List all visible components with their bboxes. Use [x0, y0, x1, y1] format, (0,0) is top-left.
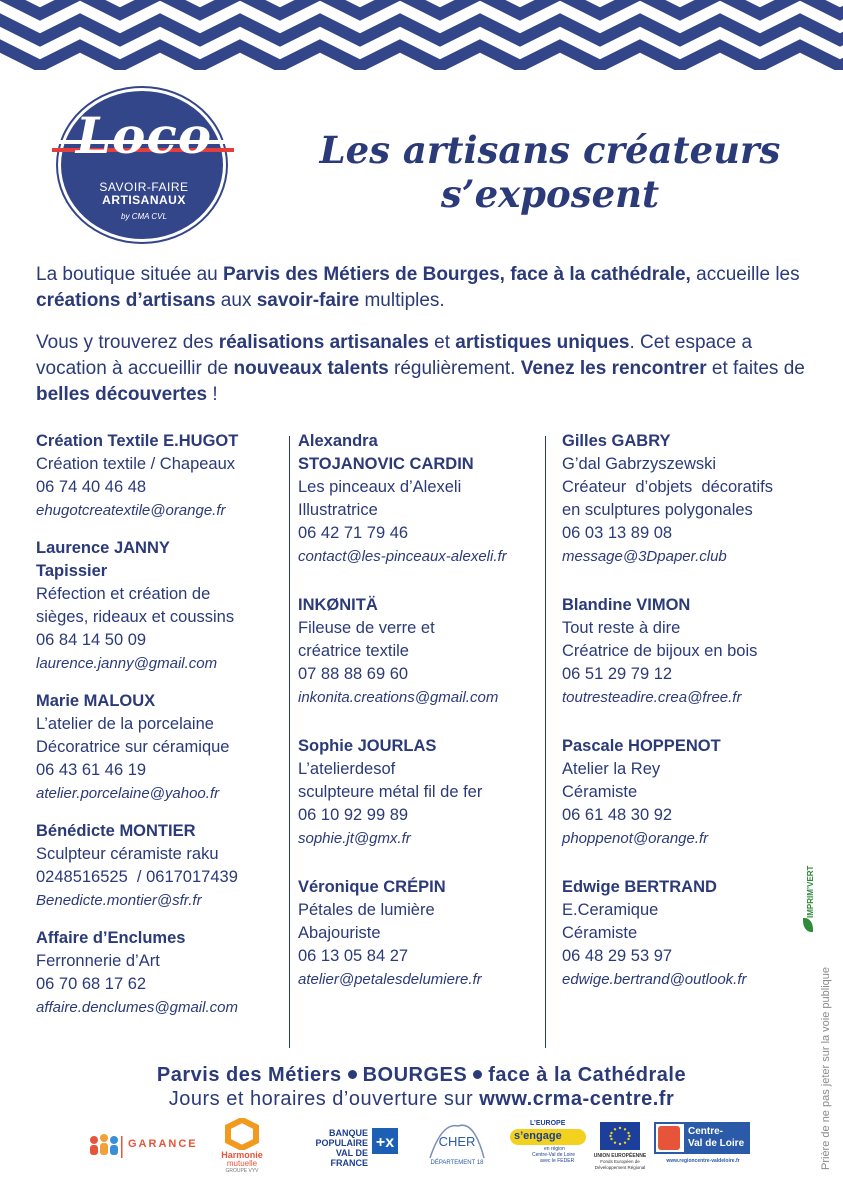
artisan-detail: 06 43 61 46 19 — [36, 761, 147, 779]
artisan-name: Marie MALOUX — [36, 692, 156, 710]
artisan-detail: 06 84 14 50 09 — [36, 631, 147, 649]
artisan-detail: 06 70 68 17 62 — [36, 975, 147, 993]
place-name: Parvis des Métiers — [156, 1064, 342, 1086]
artisan-email[interactable]: inkonita.creations@gmail.com — [298, 689, 499, 706]
intro-p2-highlight: belles découvertes — [36, 384, 208, 405]
hours-line — [0, 1088, 843, 1111]
artisan-detail: créatrice textile — [298, 642, 409, 660]
artisan-name: Laurence JANNY — [36, 539, 170, 557]
region-line-1: Centre- — [688, 1126, 724, 1137]
artisan-detail: Fileuse de verre et — [298, 619, 435, 637]
artisan-detail: 06 03 13 89 08 — [562, 524, 673, 542]
address-line — [0, 1064, 843, 1087]
artisan-name: Alexandra — [298, 432, 378, 450]
artisan-detail: Illustratrice — [298, 501, 378, 519]
harmonie-sub: mutuelle — [226, 1159, 258, 1168]
intro-p1-highlight: savoir-faire — [256, 290, 360, 311]
ue-line-3: Développement Régional — [594, 1165, 646, 1170]
artisan-name: Blandine VIMON — [562, 596, 691, 614]
harmonie-group: GROUPE VYV — [225, 1168, 259, 1174]
artisan-email[interactable]: sophie.jt@gmx.fr — [298, 830, 411, 847]
artisan-entry — [36, 927, 282, 1019]
cher-name: CHER — [438, 1134, 476, 1149]
garance-people-icon — [86, 1118, 126, 1174]
artisan-entry — [562, 735, 822, 850]
intro-paragraph-1 — [36, 262, 826, 314]
intro-p1-text: multiples. — [359, 290, 445, 311]
region-line-2: Val de Loire — [688, 1138, 745, 1149]
europe-engage-logo — [510, 1118, 588, 1174]
artisan-email[interactable]: affaire.denclumes@gmail.com — [36, 999, 238, 1016]
chevron-banner — [0, 0, 843, 70]
artisan-detail: 0248516525 / 0617017439 — [36, 868, 238, 886]
bp-line-2: POPULAIRE — [315, 1138, 368, 1148]
bp-line-3: VAL DE FRANCE — [330, 1148, 368, 1168]
artisan-email[interactable]: atelier.porcelaine@yahoo.fr — [36, 785, 220, 802]
intro-p2-text: . Cet espace a vocation à accueillir de — [36, 332, 753, 379]
harmonie-hexagon-icon — [222, 1118, 262, 1150]
cher-logo — [422, 1118, 492, 1174]
artisan-detail: 06 74 40 46 48 — [36, 478, 147, 496]
website-link[interactable]: www.crma-centre.fr — [479, 1088, 675, 1110]
intro-p2-text: Vous y trouverez des — [36, 332, 219, 353]
artisan-entry — [298, 594, 544, 709]
landmark: face à la Cathédrale — [488, 1064, 687, 1086]
artisan-name: Edwige BERTRAND — [562, 878, 717, 896]
column-divider — [545, 436, 546, 1048]
logo-subtitle-2: ARTISANAUX — [102, 193, 186, 207]
artisan-name: Bénédicte MONTIER — [36, 822, 196, 840]
title-line-1: Les artisans créateurs — [319, 128, 781, 172]
hours-text: Jours et horaires d’ouverture sur — [168, 1088, 474, 1110]
artisan-detail: Création textile / Chapeaux — [36, 455, 236, 473]
artisan-column-1 — [36, 430, 282, 1019]
loco-logo — [56, 88, 232, 246]
intro-p1-text: accueille les — [690, 264, 800, 285]
intro-p2-text: régulièrement. — [388, 358, 521, 379]
intro-p2-highlight: Venez les rencontrer — [520, 358, 707, 379]
artisan-detail: E.Ceramique — [562, 901, 659, 919]
artisan-detail: sièges, rideaux et coussins — [36, 608, 235, 626]
imprimvert-label: IMPRIM’VERT — [806, 865, 815, 918]
artisan-email[interactable]: contact@les-pinceaux-alexeli.fr — [298, 548, 507, 565]
artisan-name-line: STOJANOVIC CARDIN — [298, 455, 474, 473]
artisan-email[interactable]: atelier@petalesdelumiere.fr — [298, 971, 482, 988]
region-map-icon — [658, 1126, 680, 1150]
city-name: BOURGES — [362, 1064, 468, 1086]
artisan-entry — [298, 735, 544, 850]
intro-p2-text: et — [428, 332, 456, 353]
logo-subtitle: SAVOIR-FAIRE — [99, 180, 189, 194]
europe-line-3: en région — [544, 1146, 565, 1152]
artisan-detail: Créatrice de bijoux en bois — [562, 642, 758, 660]
artisan-detail: Décoratrice sur céramique — [36, 738, 230, 756]
cher-sub: DÉPARTEMENT 18 — [430, 1160, 484, 1166]
region-logo — [654, 1118, 754, 1174]
artisan-email[interactable]: phoppenot@orange.fr — [562, 830, 709, 847]
harmonie-logo — [214, 1118, 274, 1174]
artisan-entry — [562, 594, 822, 709]
artisan-name: Affaire d’Enclumes — [36, 929, 186, 947]
artisan-column-3 — [562, 430, 822, 991]
artisan-entry — [36, 820, 282, 912]
artisan-detail: 06 10 92 99 89 — [298, 806, 409, 824]
artisan-name: INKØNITÄ — [298, 596, 378, 614]
bp-line-1: BANQUE — [328, 1128, 368, 1138]
bp-plus-icon — [372, 1128, 398, 1154]
artisan-detail: Atelier la Rey — [562, 760, 661, 778]
artisan-detail: 06 13 05 84 27 — [298, 947, 409, 965]
artisan-detail: L’atelierdesof — [298, 760, 396, 778]
artisan-detail: Créateur d’objets décoratifs — [562, 478, 773, 496]
artisan-detail: Réfection et création de — [36, 585, 211, 603]
intro-p1-text: aux — [215, 290, 257, 311]
artisan-email[interactable]: toutresteadire.crea@free.fr — [562, 689, 742, 706]
intro-p1-text: La boutique située au — [36, 264, 223, 285]
artisan-detail: Sculpteur céramiste raku — [36, 845, 219, 863]
page-title — [270, 128, 830, 216]
intro-p1-highlight: Parvis des Métiers de Bourges, face à la cathédrale, — [223, 264, 691, 285]
bullet-icon — [473, 1070, 482, 1079]
artisan-entry — [298, 430, 544, 568]
banque-populaire-logo — [298, 1118, 398, 1174]
artisan-detail: L’atelier de la porcelaine — [36, 715, 214, 733]
intro-p2-highlight: nouveaux talents — [233, 358, 389, 379]
artisan-email[interactable]: Benedicte.montier@sfr.fr — [36, 892, 202, 909]
partner-logos — [86, 1118, 766, 1174]
artisan-entry — [562, 430, 822, 568]
garance-logo — [86, 1118, 198, 1174]
title-line-2: s’exposent — [440, 172, 660, 216]
intro-p2-text: et faites de — [706, 358, 805, 379]
eu-flag-icon — [600, 1122, 640, 1150]
artisan-name: Véronique CRÉPIN — [298, 878, 446, 896]
logo-byline: by CMA CVL — [121, 212, 167, 221]
artisan-detail: Pétales de lumière — [298, 901, 435, 919]
artisan-detail: Céramiste — [562, 783, 638, 801]
disposal-note: Prière de ne pas jeter sur la voie publique — [820, 966, 832, 1170]
artisan-entry — [562, 876, 822, 991]
artisan-email[interactable]: edwige.bertrand@outlook.fr — [562, 971, 747, 988]
artisan-entry — [36, 430, 282, 522]
logo-wordmark: Loco — [75, 106, 213, 165]
intro-p2-text: ! — [207, 384, 218, 405]
artisan-email[interactable]: laurence.janny@gmail.com — [36, 655, 218, 672]
ue-line-1: UNION EUROPÉENNE — [593, 1153, 647, 1159]
eu-flag-logo — [592, 1118, 652, 1174]
intro-p1-highlight: créations d’artisans — [36, 290, 216, 311]
artisan-email[interactable]: message@3Dpaper.club — [562, 548, 727, 565]
artisan-name: Sophie JOURLAS — [298, 737, 437, 755]
artisan-column-2 — [298, 430, 544, 991]
artisan-name-line: Tapissier — [36, 562, 108, 580]
intro-paragraph-2 — [36, 330, 826, 408]
artisan-name: Gilles GABRY — [562, 432, 671, 450]
artisan-detail: Céramiste — [562, 924, 638, 942]
artisan-name: Pascale HOPPENOT — [562, 737, 721, 755]
artisan-detail: G’dal Gabrzyszewski — [562, 455, 717, 473]
artisan-entry — [36, 690, 282, 805]
artisan-detail: 06 42 71 79 46 — [298, 524, 409, 542]
europe-line-2: s’engage — [514, 1130, 562, 1142]
artisan-detail: sculpteure métal fil de fer — [298, 783, 483, 801]
column-divider — [289, 436, 290, 1048]
intro-p2-highlight: artistiques uniques — [455, 332, 630, 353]
garance-name: GARANCE — [128, 1138, 198, 1150]
europe-line-1: L’EUROPE — [530, 1120, 566, 1127]
artisan-detail: Abajouriste — [298, 924, 381, 942]
artisan-name: Création Textile E.HUGOT — [36, 432, 239, 450]
artisan-detail: Ferronnerie d’Art — [36, 952, 160, 970]
ue-line-2: Fonds Européen de — [600, 1159, 640, 1164]
artisan-detail: 06 48 29 53 97 — [562, 947, 673, 965]
artisan-entry — [298, 876, 544, 991]
artisan-entry — [36, 537, 282, 675]
svg-text:+x: +x — [375, 1134, 395, 1151]
harmonie-name: Harmonie — [221, 1150, 263, 1160]
europe-line-4: Centre-Val de Loire — [532, 1152, 575, 1158]
bullet-icon — [348, 1070, 357, 1079]
intro-p2-highlight: réalisations artisanales — [218, 332, 429, 353]
artisan-detail: 06 61 48 30 92 — [562, 806, 673, 824]
region-url: www.regioncentre-valdeloire.fr — [666, 1158, 740, 1164]
artisan-detail: 07 88 88 69 60 — [298, 665, 409, 683]
artisan-email[interactable]: ehugotcreatextile@orange.fr — [36, 502, 226, 519]
artisan-detail: Tout reste à dire — [562, 619, 681, 637]
artisan-detail: 06 51 29 79 12 — [562, 665, 673, 683]
europe-line-5: avec le FEDER — [540, 1158, 575, 1164]
artisan-detail: Les pinceaux d’Alexeli — [298, 478, 462, 496]
artisan-detail: en sculptures polygonales — [562, 501, 753, 519]
